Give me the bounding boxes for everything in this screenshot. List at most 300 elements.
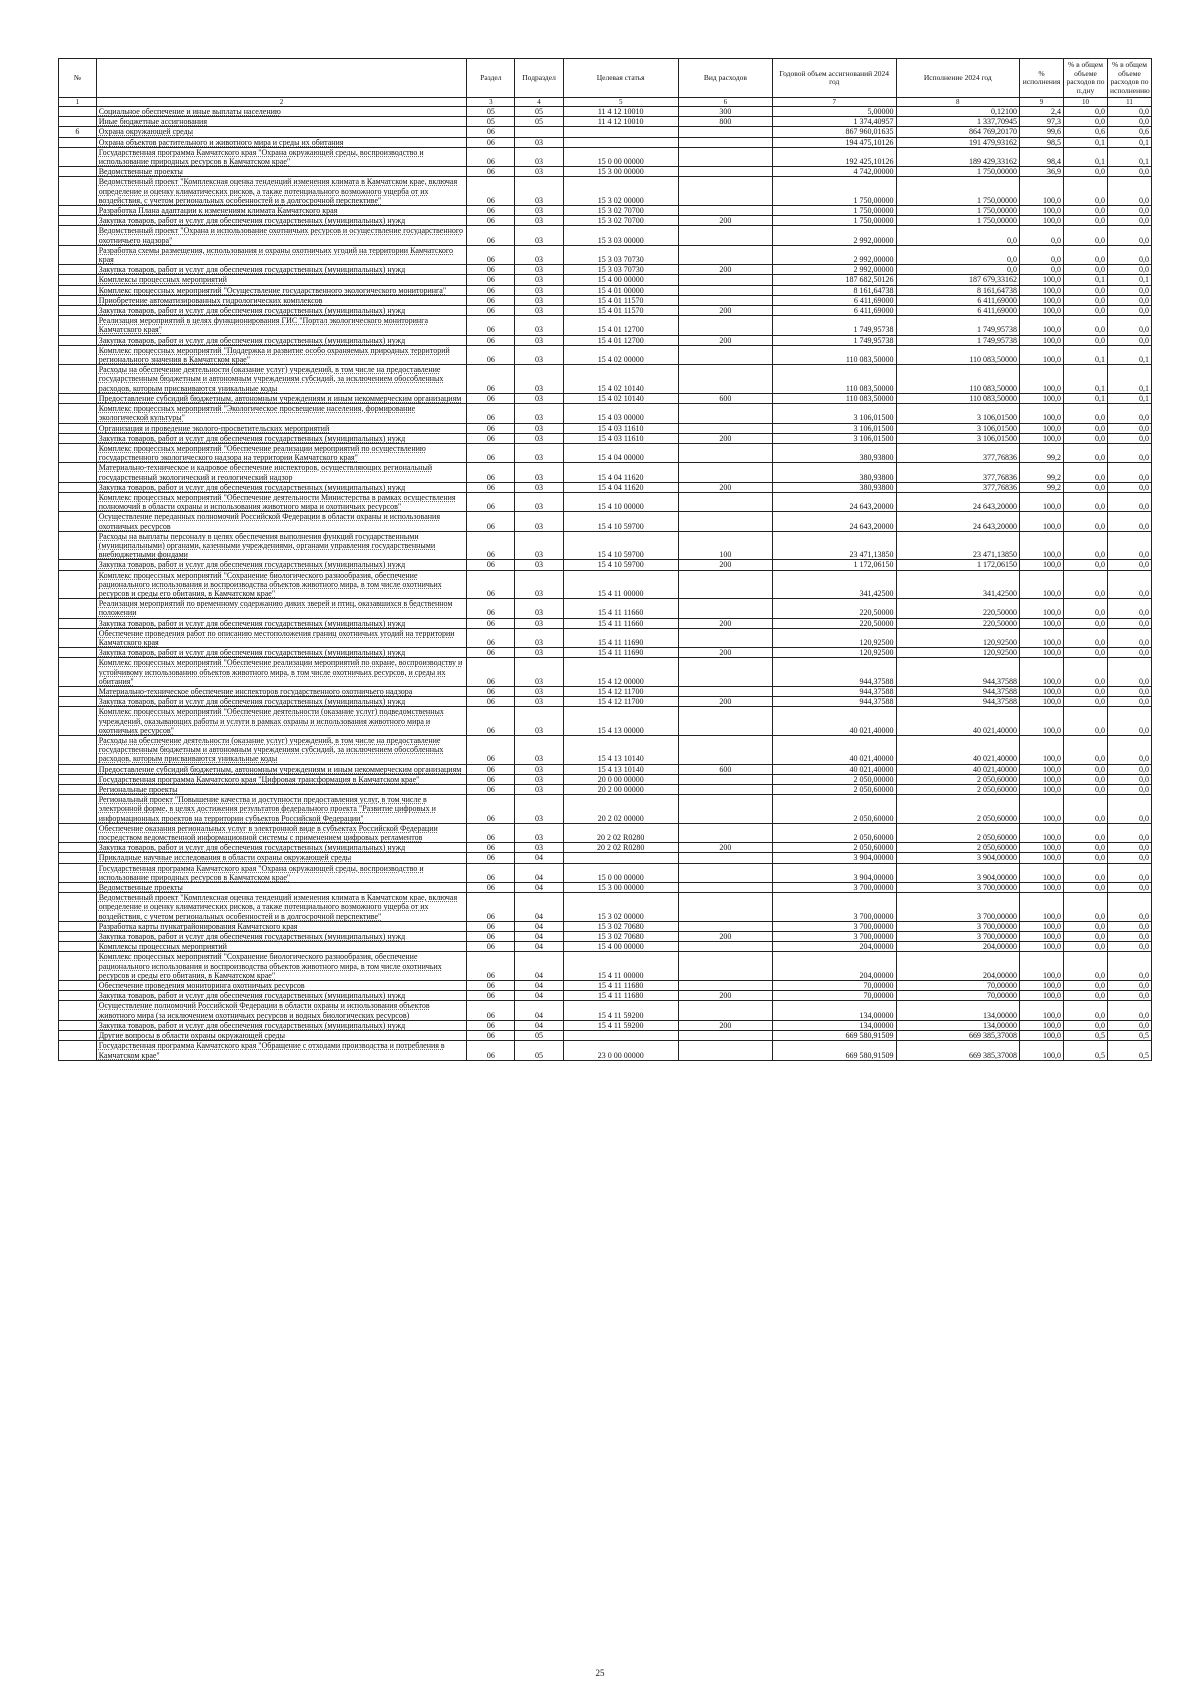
row-execution: 0,12100 (896, 107, 1020, 117)
row-number (59, 942, 97, 952)
row-section: 06 (467, 774, 515, 784)
row-expense-type: 200 (678, 216, 772, 226)
row-expense-type: 200 (678, 433, 772, 443)
row-expense-type (678, 981, 772, 991)
row-target-article: 15 3 00 00000 (563, 883, 678, 893)
row-execution-percent: 100,0 (1020, 306, 1064, 316)
row-section: 06 (467, 843, 515, 853)
row-expense-type: 800 (678, 117, 772, 127)
row-share-plan: 0,0 (1064, 764, 1108, 774)
table-row (59, 306, 1152, 316)
row-share-execution: 0,0 (1107, 245, 1151, 264)
row-subsection: 03 (515, 345, 563, 364)
row-execution-percent: 100,0 (1020, 560, 1064, 570)
row-execution: 944,37588 (896, 686, 1020, 696)
table-row (59, 570, 1152, 599)
row-annual-volume: 204,00000 (772, 952, 896, 981)
row-execution: 23 471,13850 (896, 531, 1020, 560)
row-name: Комплексы процессных мероприятий (96, 275, 467, 285)
table-row (59, 216, 1152, 226)
row-expense-type (678, 1031, 772, 1041)
table-row (59, 285, 1152, 295)
row-annual-volume: 1 750,00000 (772, 206, 896, 216)
row-annual-volume: 380,93800 (772, 443, 896, 462)
row-target-article: 15 4 11 00000 (563, 570, 678, 599)
row-subsection: 03 (515, 531, 563, 560)
row-number (59, 921, 97, 931)
budget-execution-sheet (58, 58, 1152, 1061)
row-section: 06 (467, 245, 515, 264)
row-section: 06 (467, 628, 515, 647)
table-row (59, 117, 1152, 127)
row-share-plan: 0,0 (1064, 433, 1108, 443)
row-number (59, 492, 97, 511)
row-subsection: 03 (515, 774, 563, 784)
row-annual-volume: 192 425,10126 (772, 147, 896, 166)
row-number (59, 316, 97, 335)
row-subsection: 03 (515, 365, 563, 394)
row-subsection: 03 (515, 785, 563, 795)
row-subsection: 03 (515, 177, 563, 206)
table-row (59, 599, 1152, 618)
row-section: 06 (467, 206, 515, 216)
table-row (59, 648, 1152, 658)
row-annual-volume: 110 083,50000 (772, 365, 896, 394)
table-row (59, 686, 1152, 696)
row-number (59, 560, 97, 570)
row-subsection: 03 (515, 393, 563, 403)
row-number (59, 404, 97, 423)
row-share-plan: 0,0 (1064, 335, 1108, 345)
row-number (59, 216, 97, 226)
row-share-plan: 0,1 (1064, 365, 1108, 394)
row-expense-type (678, 883, 772, 893)
row-subsection: 03 (515, 599, 563, 618)
row-share-plan: 0,0 (1064, 942, 1108, 952)
row-share-plan: 0,1 (1064, 345, 1108, 364)
row-section: 06 (467, 991, 515, 1001)
row-number (59, 275, 97, 285)
row-expense-type (678, 628, 772, 647)
row-execution: 377,76836 (896, 463, 1020, 482)
row-share-plan: 0,0 (1064, 883, 1108, 893)
column-number: 8 (896, 98, 1020, 107)
row-section: 06 (467, 295, 515, 305)
row-share-execution: 0,0 (1107, 991, 1151, 1001)
row-execution-percent: 100,0 (1020, 628, 1064, 647)
row-share-plan: 0,0 (1064, 443, 1108, 462)
row-annual-volume: 6 411,69000 (772, 295, 896, 305)
row-expense-type: 200 (678, 482, 772, 492)
row-annual-volume: 40 021,40000 (772, 707, 896, 736)
row-annual-volume: 5,00000 (772, 107, 896, 117)
row-target-article: 15 4 04 00000 (563, 443, 678, 462)
row-execution: 377,76836 (896, 482, 1020, 492)
row-share-plan: 0,0 (1064, 423, 1108, 433)
row-annual-volume: 204,00000 (772, 942, 896, 952)
table-row (59, 167, 1152, 177)
row-execution-percent: 100,0 (1020, 932, 1064, 942)
row-expense-type (678, 492, 772, 511)
row-name: Другие вопросы в области охраны окружающей среды (96, 1031, 467, 1041)
row-number (59, 285, 97, 295)
table-row (59, 1041, 1152, 1060)
row-share-plan: 0,0 (1064, 981, 1108, 991)
row-execution-percent: 100,0 (1020, 404, 1064, 423)
row-execution: 864 769,20170 (896, 127, 1020, 137)
row-share-execution: 0,0 (1107, 433, 1151, 443)
row-expense-type: 200 (678, 306, 772, 316)
row-execution: 24 643,20000 (896, 492, 1020, 511)
row-annual-volume: 341,42500 (772, 570, 896, 599)
row-name: Организация и проведение эколого-просветительских мероприятий (96, 423, 467, 433)
row-execution-percent: 100,0 (1020, 1031, 1064, 1041)
row-number (59, 686, 97, 696)
row-share-plan: 0,0 (1064, 226, 1108, 245)
row-subsection: 03 (515, 245, 563, 264)
row-annual-volume: 3 700,00000 (772, 921, 896, 931)
row-share-plan: 0,0 (1064, 991, 1108, 1001)
row-subsection: 03 (515, 492, 563, 511)
row-target-article: 15 4 11 11680 (563, 981, 678, 991)
row-target-article: 15 4 11 11660 (563, 618, 678, 628)
table-row (59, 952, 1152, 981)
row-subsection: 04 (515, 952, 563, 981)
table-row (59, 843, 1152, 853)
row-execution: 1 337,70945 (896, 117, 1020, 127)
row-execution: 944,37588 (896, 658, 1020, 687)
row-execution: 70,00000 (896, 981, 1020, 991)
row-share-plan: 0,0 (1064, 686, 1108, 696)
table-row (59, 137, 1152, 147)
row-annual-volume: 1 374,40957 (772, 117, 896, 127)
row-target-article: 20 2 02 R0280 (563, 823, 678, 842)
row-share-plan: 0,5 (1064, 1031, 1108, 1041)
row-execution-percent: 100,0 (1020, 863, 1064, 882)
row-name: Разработка Плана адаптации к изменениям климата Камчатского края (96, 206, 467, 216)
row-target-article: 15 4 01 12700 (563, 316, 678, 335)
row-share-execution: 0,0 (1107, 295, 1151, 305)
row-annual-volume: 944,37588 (772, 658, 896, 687)
table-row (59, 795, 1152, 824)
row-name: Комплексы процессных мероприятий (96, 942, 467, 952)
row-share-execution: 0,0 (1107, 981, 1151, 991)
row-number (59, 265, 97, 275)
row-name: Иные бюджетные ассигнования (96, 117, 467, 127)
row-subsection: 03 (515, 423, 563, 433)
row-section: 06 (467, 316, 515, 335)
row-section: 06 (467, 167, 515, 177)
row-number (59, 393, 97, 403)
row-expense-type: 200 (678, 648, 772, 658)
row-execution-percent: 100,0 (1020, 275, 1064, 285)
row-execution: 6 411,69000 (896, 295, 1020, 305)
row-execution-percent: 100,0 (1020, 697, 1064, 707)
row-share-execution: 0,0 (1107, 265, 1151, 275)
row-expense-type (678, 365, 772, 394)
row-execution: 191 479,93162 (896, 137, 1020, 147)
row-share-plan: 0,0 (1064, 512, 1108, 531)
row-name: Государственная программа Камчатского края "Обращение с отходами производства и потребления в Камчатском крае" (96, 1041, 467, 1060)
table-row (59, 1031, 1152, 1041)
row-share-execution: 0,0 (1107, 482, 1151, 492)
row-share-execution: 0,0 (1107, 599, 1151, 618)
row-target-article: 15 4 11 11680 (563, 991, 678, 1001)
row-share-execution: 0,0 (1107, 404, 1151, 423)
row-section: 06 (467, 265, 515, 275)
row-annual-volume: 6 411,69000 (772, 306, 896, 316)
row-name: Обеспечение проведения работ по описанию местоположения границ охотничьих угодий на территории Камчатского края (96, 628, 467, 647)
header-share-plan: % в общем объеме расходов по п.дну (1064, 59, 1108, 98)
row-subsection: 03 (515, 433, 563, 443)
row-annual-volume: 1 749,95738 (772, 335, 896, 345)
row-share-execution: 0,0 (1107, 893, 1151, 922)
row-execution-percent: 100,0 (1020, 795, 1064, 824)
table-row (59, 531, 1152, 560)
row-section: 06 (467, 736, 515, 765)
row-name: Прикладные научные исследования в области охраны окружающей среды (96, 853, 467, 863)
row-execution: 187 679,33162 (896, 275, 1020, 285)
table-row (59, 482, 1152, 492)
row-share-plan: 0,0 (1064, 492, 1108, 511)
row-number (59, 618, 97, 628)
row-execution-percent: 100,0 (1020, 1001, 1064, 1020)
row-execution: 110 083,50000 (896, 345, 1020, 364)
row-share-plan: 0,1 (1064, 147, 1108, 166)
row-execution: 2 050,60000 (896, 795, 1020, 824)
row-subsection: 04 (515, 932, 563, 942)
row-target-article: 15 3 00 00000 (563, 167, 678, 177)
row-section: 06 (467, 618, 515, 628)
row-section: 06 (467, 127, 515, 137)
row-annual-volume: 3 700,00000 (772, 893, 896, 922)
table-row (59, 295, 1152, 305)
row-expense-type (678, 345, 772, 364)
row-number (59, 117, 97, 127)
table-row (59, 245, 1152, 264)
row-section: 06 (467, 570, 515, 599)
row-expense-type: 200 (678, 560, 772, 570)
table-row (59, 107, 1152, 117)
row-expense-type (678, 823, 772, 842)
row-share-execution: 0,0 (1107, 443, 1151, 462)
row-subsection: 03 (515, 137, 563, 147)
row-execution: 3 904,00000 (896, 863, 1020, 882)
row-number (59, 423, 97, 433)
row-name: Осуществление переданных полномочий Российской Федерации в области охраны и использования охотничьих ресурсов (96, 512, 467, 531)
row-expense-type (678, 177, 772, 206)
row-execution-percent: 100,0 (1020, 492, 1064, 511)
row-execution-percent: 98,5 (1020, 137, 1064, 147)
table-row (59, 893, 1152, 922)
row-annual-volume: 8 161,64738 (772, 285, 896, 295)
row-expense-type (678, 275, 772, 285)
row-number (59, 599, 97, 618)
row-share-execution: 0,5 (1107, 1031, 1151, 1041)
row-name: Закупка товаров, работ и услуг для обеспечения государственных (муниципальных) нужд (96, 1020, 467, 1030)
row-target-article: 15 4 04 11620 (563, 463, 678, 482)
row-section: 05 (467, 117, 515, 127)
row-section: 06 (467, 1001, 515, 1020)
row-number (59, 345, 97, 364)
row-share-execution: 0,1 (1107, 137, 1151, 147)
table-row (59, 883, 1152, 893)
row-section: 06 (467, 658, 515, 687)
row-subsection: 04 (515, 942, 563, 952)
column-number: 6 (678, 98, 772, 107)
row-expense-type: 600 (678, 764, 772, 774)
row-subsection: 03 (515, 335, 563, 345)
row-target-article: 15 4 02 10140 (563, 393, 678, 403)
row-subsection: 03 (515, 795, 563, 824)
row-target-article: 15 3 02 70680 (563, 932, 678, 942)
row-execution: 120,92500 (896, 628, 1020, 647)
row-execution-percent: 100,0 (1020, 618, 1064, 628)
row-share-plan: 0,0 (1064, 736, 1108, 765)
row-number (59, 863, 97, 882)
row-annual-volume: 194 475,10126 (772, 137, 896, 147)
row-execution-percent: 100,0 (1020, 1041, 1064, 1060)
row-name: Региональный проект "Повышение качества и доступности предоставления услуг, в том числе в электронной форме, в целях достижения результатов федерального проекта "Развитие цифровых и информационных проектов на территории субъектов Российской Федерации" (96, 795, 467, 824)
row-expense-type: 600 (678, 393, 772, 403)
table-row (59, 345, 1152, 364)
row-name: Разработка схемы размещения, использования и охраны охотничьих угодий на территории Камчатского края (96, 245, 467, 264)
row-share-execution: 0,0 (1107, 736, 1151, 765)
row-target-article: 15 4 00 00000 (563, 275, 678, 285)
row-annual-volume: 3 700,00000 (772, 932, 896, 942)
row-expense-type: 300 (678, 107, 772, 117)
row-name: Комплекс процессных мероприятий "Поддержка и развитие особо охраняемых природных территорий регионального значения в Камчатском крае" (96, 345, 467, 364)
row-execution: 120,92500 (896, 648, 1020, 658)
column-number: 5 (563, 98, 678, 107)
row-annual-volume: 3 904,00000 (772, 863, 896, 882)
row-expense-type (678, 570, 772, 599)
row-execution: 8 161,64738 (896, 285, 1020, 295)
row-annual-volume: 110 083,50000 (772, 393, 896, 403)
row-number (59, 823, 97, 842)
row-execution-percent: 100,0 (1020, 393, 1064, 403)
row-subsection: 03 (515, 295, 563, 305)
row-expense-type: 200 (678, 618, 772, 628)
row-execution-percent: 2,4 (1020, 107, 1064, 117)
row-number (59, 795, 97, 824)
row-share-plan: 0,0 (1064, 531, 1108, 560)
row-expense-type (678, 658, 772, 687)
row-share-execution: 0,0 (1107, 206, 1151, 216)
row-execution-percent: 36,9 (1020, 167, 1064, 177)
row-name: Закупка товаров, работ и услуг для обеспечения государственных (муниципальных) нужд (96, 697, 467, 707)
row-name: Обеспечение оказания региональных услуг в электронной виде в субъектах Российской Федерации посредством ведомственной информационной системы с применением цифровых регламентов (96, 823, 467, 842)
row-expense-type (678, 463, 772, 482)
row-name: Комплекс процессных мероприятий "Обеспечение деятельности Министерства в рамках осуществления полномочий в области охраны и использования животного мира и охотничьих ресурсов" (96, 492, 467, 511)
row-execution: 2 050,60000 (896, 785, 1020, 795)
row-number (59, 1031, 97, 1041)
row-target-article: 11 4 12 10010 (563, 117, 678, 127)
row-number (59, 1041, 97, 1060)
row-execution-percent: 100,0 (1020, 736, 1064, 765)
table-row (59, 697, 1152, 707)
row-section: 06 (467, 893, 515, 922)
header-number: № (59, 59, 97, 98)
row-number (59, 843, 97, 853)
row-target-article: 15 4 10 59700 (563, 531, 678, 560)
row-subsection: 05 (515, 117, 563, 127)
page-number: 25 (595, 1668, 605, 1678)
row-section: 06 (467, 275, 515, 285)
table-body (59, 107, 1152, 1061)
row-execution: 669 385,37008 (896, 1031, 1020, 1041)
row-execution: 3 106,01500 (896, 423, 1020, 433)
row-share-plan: 0,0 (1064, 560, 1108, 570)
row-section: 06 (467, 932, 515, 942)
row-subsection: 04 (515, 921, 563, 931)
row-subsection: 05 (515, 107, 563, 117)
column-number: 10 (1064, 98, 1108, 107)
row-target-article: 15 3 02 70680 (563, 921, 678, 931)
row-name: Комплекс процессных мероприятий "Экологическое просвещение населения, формирование экологической культуры" (96, 404, 467, 423)
row-annual-volume: 3 106,01500 (772, 423, 896, 433)
row-number (59, 981, 97, 991)
table-row (59, 1020, 1152, 1030)
table-row (59, 932, 1152, 942)
table-row (59, 774, 1152, 784)
row-execution: 110 083,50000 (896, 393, 1020, 403)
row-subsection: 03 (515, 463, 563, 482)
row-number (59, 463, 97, 482)
column-number: 4 (515, 98, 563, 107)
row-expense-type (678, 1041, 772, 1060)
row-share-plan: 0,0 (1064, 285, 1108, 295)
row-share-execution: 0,0 (1107, 932, 1151, 942)
row-section: 06 (467, 952, 515, 981)
row-execution-percent: 100,0 (1020, 658, 1064, 687)
row-execution-percent: 100,0 (1020, 764, 1064, 774)
row-number (59, 167, 97, 177)
row-annual-volume: 867 960,01635 (772, 127, 896, 137)
row-share-execution: 0,0 (1107, 177, 1151, 206)
row-annual-volume: 187 682,50126 (772, 275, 896, 285)
row-target-article: 15 0 00 00000 (563, 147, 678, 166)
row-expense-type: 100 (678, 531, 772, 560)
row-target-article: 15 4 10 00000 (563, 492, 678, 511)
row-execution-percent: 100,0 (1020, 686, 1064, 696)
row-execution-percent: 100,0 (1020, 365, 1064, 394)
row-section: 06 (467, 463, 515, 482)
row-annual-volume: 134,00000 (772, 1020, 896, 1030)
row-annual-volume: 1 172,06150 (772, 560, 896, 570)
row-expense-type: 200 (678, 265, 772, 275)
row-execution-percent: 100,0 (1020, 295, 1064, 305)
header-subsection: Подраздел (515, 59, 563, 98)
row-expense-type (678, 736, 772, 765)
row-share-execution: 0,0 (1107, 512, 1151, 531)
table-row (59, 764, 1152, 774)
row-number (59, 785, 97, 795)
row-expense-type (678, 167, 772, 177)
row-subsection: 04 (515, 883, 563, 893)
row-share-plan: 0,0 (1064, 570, 1108, 599)
row-target-article: 15 4 02 00000 (563, 345, 678, 364)
row-share-plan: 0,0 (1064, 863, 1108, 882)
row-expense-type (678, 599, 772, 618)
row-execution: 0,0 (896, 245, 1020, 264)
row-section: 06 (467, 335, 515, 345)
row-section: 06 (467, 393, 515, 403)
row-execution: 40 021,40000 (896, 736, 1020, 765)
row-execution-percent: 0,0 (1020, 265, 1064, 275)
row-execution-percent: 100,0 (1020, 570, 1064, 599)
row-annual-volume: 2 992,00000 (772, 245, 896, 264)
